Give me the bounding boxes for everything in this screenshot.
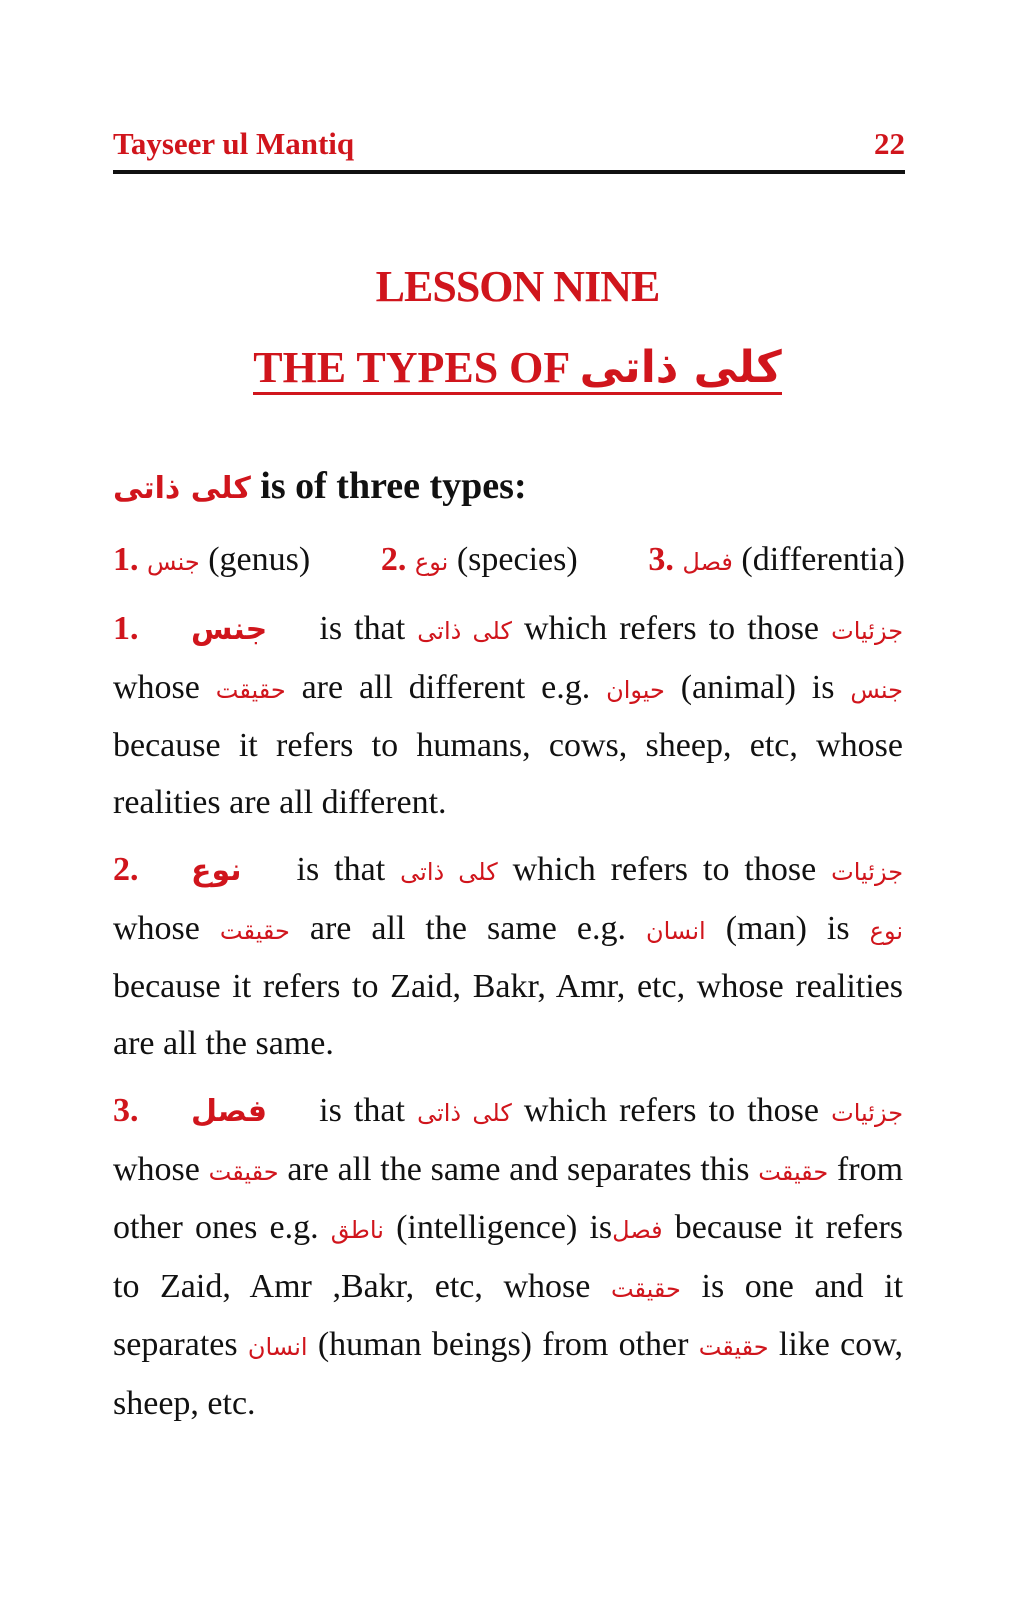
type-urdu: جنس <box>147 548 200 576</box>
urdu-haqiqat: حقیقت <box>215 675 286 704</box>
type-number: 1. <box>113 541 139 578</box>
book-title: Tayseer ul Mantiq <box>113 126 355 161</box>
body-text: which refers to those <box>524 610 820 647</box>
body-text: (human beings) from other <box>317 1326 689 1363</box>
body-text: is that <box>319 610 406 647</box>
type-english: (genus) <box>208 541 311 578</box>
types-list <box>113 538 905 584</box>
paragraph-differentia <box>113 1083 903 1432</box>
urdu-term-repeat: جنس <box>850 675 904 704</box>
body-text: from other ones e.g. <box>113 1150 904 1246</box>
body-text: are all different e.g. <box>301 668 591 706</box>
lesson-subtitle-underlined <box>253 343 782 395</box>
body-text: because it refers to Zaid, Amr ,Bakr, etc, whose <box>113 1209 903 1305</box>
body-text: because it refers to Zaid, Bakr, Amr, etc, whose realities are all the same. <box>113 968 903 1062</box>
urdu-example: انسان <box>645 916 706 945</box>
paragraph-term: جنس <box>191 612 268 647</box>
lesson-subtitle-urdu: کلی ذاتی <box>579 342 782 393</box>
urdu-term-repeat: نوع <box>869 916 904 945</box>
urdu-haqiqat: حقیقت <box>698 1333 769 1361</box>
page-header <box>113 126 905 174</box>
paragraph-species <box>113 842 903 1072</box>
urdu-juziyat: جزئیات <box>831 858 904 886</box>
body-text: because it refers to humans, cows, sheep, etc, whose realities are all different. <box>113 727 903 821</box>
body-text: is that <box>319 1092 405 1129</box>
paragraph-term: فصل <box>191 1094 267 1129</box>
urdu-haqiqat: حقیقت <box>219 916 290 945</box>
urdu-haqiqat: حقیقت <box>758 1157 829 1186</box>
type-item <box>648 538 905 584</box>
type-item <box>113 538 310 584</box>
type-number: 3. <box>648 541 674 578</box>
urdu-term-repeat: فصل <box>612 1216 663 1244</box>
lesson-subtitle-text: THE TYPES OF <box>253 343 569 392</box>
body-text: which refers to those <box>523 1092 819 1129</box>
intro-urdu-term: کلی ذاتی <box>113 471 251 506</box>
intro-heading <box>113 462 905 513</box>
paragraph-number: 3. <box>113 1092 139 1129</box>
urdu-juziyat: جزئیات <box>831 1099 904 1127</box>
lesson-title: LESSON NINE <box>375 262 660 311</box>
urdu-example: حیوان <box>606 675 665 704</box>
body-text: (man) is <box>725 909 850 947</box>
type-english: (differentia) <box>741 541 905 578</box>
body-text: like cow, sheep, etc. <box>113 1326 904 1422</box>
body-text: whose <box>113 668 200 706</box>
type-number: 2. <box>380 541 407 578</box>
paragraph-number: 2. <box>113 851 139 888</box>
body-text: are all the same e.g. <box>309 909 626 947</box>
urdu-example: انسان <box>247 1333 308 1361</box>
body-text: is that <box>296 851 386 888</box>
body-text: which refers to those <box>512 851 817 888</box>
body-text: whose <box>113 1150 200 1188</box>
urdu-juziyat: جزئیات <box>831 617 904 645</box>
type-urdu: فصل <box>682 548 733 576</box>
urdu-haqiqat: حقیقت <box>208 1157 279 1186</box>
urdu-kulli-zati: کلی ذاتی <box>400 858 498 886</box>
urdu-example: ناطق <box>330 1216 384 1244</box>
type-item <box>381 538 578 584</box>
type-english: (species) <box>456 541 578 578</box>
intro-text: is of three types: <box>260 465 527 507</box>
body-text: are all the same and separates this <box>287 1150 750 1188</box>
paragraph-number: 1. <box>113 610 139 647</box>
urdu-kulli-zati: کلی ذاتی <box>417 1099 512 1127</box>
body-text: (animal) is <box>680 668 835 706</box>
lesson-subtitle <box>0 340 1035 396</box>
paragraph-genus <box>113 601 903 831</box>
body-text: is one and it separates <box>113 1267 904 1363</box>
type-urdu: نوع <box>414 548 449 576</box>
page-number: 22 <box>874 126 905 161</box>
paragraph-term: نوع <box>191 853 242 888</box>
body-text: whose <box>113 909 200 947</box>
urdu-kulli-zati: کلی ذاتی <box>417 617 512 645</box>
body-text: (intelligence) is <box>396 1209 613 1246</box>
urdu-haqiqat: حقیقت <box>610 1274 681 1303</box>
